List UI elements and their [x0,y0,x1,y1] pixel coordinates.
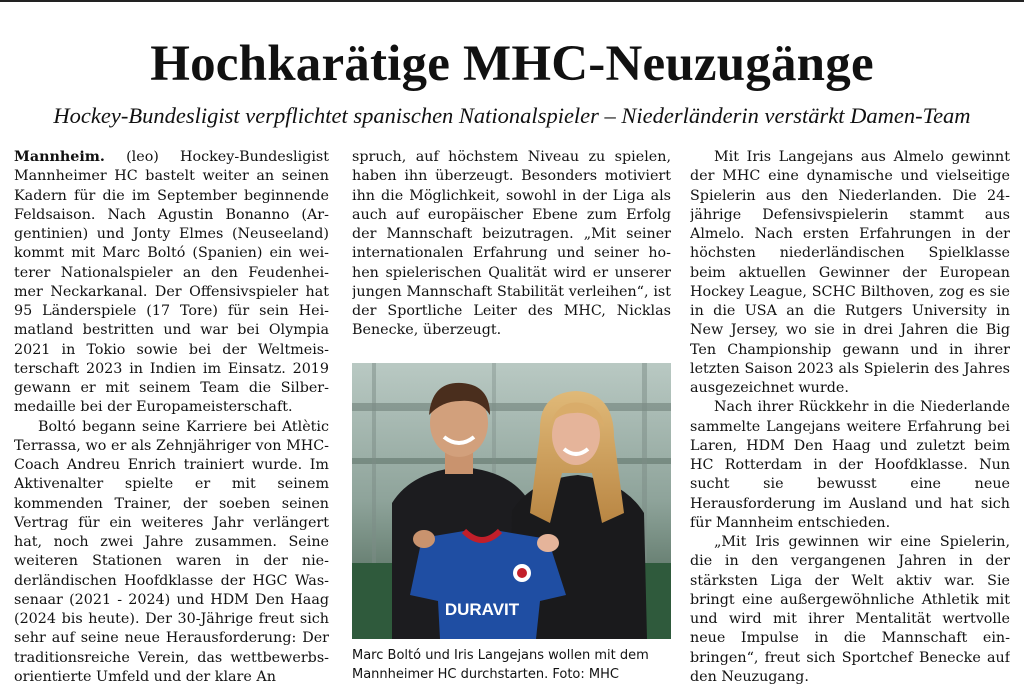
paragraph-1 [14,148,329,418]
photo-credit: Foto: MHC [552,667,619,682]
text-column-3 [690,148,1010,693]
paragraph-1-text: (leo) Hockey-Bundesligist Mannheimer HC bastelt weiter an seinen Kadern für die im September beginnende Feldsaison. Nach Agustin Bonanno (Argentinien) und Jonty Elmes (Neuseeland) kommt mit Marc Boltó (Spanien) ein weiterer Nationalspieler an den Feudenheimer Neckarkanal. Der Offensivspieler hat 95 Länderspiele (17 Tore) für sein Heimatland bestritten und war bei Olympia 2021 in Tokio sowie bei der Weltmeisterschaft 2023 in Indien im Einsatz. 2019 gewann er mit seinem Team die Silbermedaille bei der Europameisterschaft. [14,149,329,416]
jersey-sponsor-text: DURAVIT [444,600,520,619]
photo-caption [352,646,671,684]
text-column-2 [352,148,671,348]
paragraph-2: Boltó begann seine Karriere bei Atlètic Terrassa, wo er als Zehnjähriger von MHC-Coach Andreu Enrich trainiert wurde. Im Aktivenalter spielte er mit seinem kommenden Trainer, der soeben seinen Vertrag für ein weiteres Jahr verlängert hat, noch zwei Jahre zusammen. Seine weiteren Stationen waren in der niederländischen Hoofdklasse der HGC Wassenaar (2021 - 2024) und HDM Den Haag (2024 bis heute). Der 30-Jährige freut sich sehr auf seine neue Herausforderung: Der traditionsreiche Verein, das wettbewerbsorientierte Umfeld und der klare An [14,418,329,685]
top-rule [0,0,1024,2]
paragraph-6: „Mit Iris gewinnen wir eine Spielerin, die in den vergangenen Jahren in der stärksten Liga der Welt aktiv war. Sie bringt eine außergewöhnliche Athletik mit und wird mit ihrer Mentalität wertvolle neue Impulse in die Mannschaft einbringen“, freut sich Sportchef Benecke auf den Neuzugang. [690,534,1010,685]
article-subheadline: Hockey-Bundesligist verpflichtet spanischen Nationalspieler – Niederländerin verstärkt Damen-Team [53,103,971,128]
caption-text: Marc Boltó und Iris Langejans wollen mit dem Mannheimer HC durchstarten. [352,648,649,682]
article-photo [352,363,671,639]
article-headline: Hochkarätige MHC-Neuzugänge [150,36,874,92]
dateline: Mannheim. [14,149,105,165]
paragraph-5: Nach ihrer Rückkehr in die Niederlande sammelte Langejans weitere Erfahrung bei Laren, HDM Den Haag und zuletzt beim HC Rotterdam in der Hoofdklasse. Nun sucht sie bewusst eine neue Herausforderung im Ausland und hat sich für Mannheim entschieden. [690,399,1010,531]
paragraph-3: spruch, auf höchstem Niveau zu spielen, haben ihn überzeugt. Besonders motiviert ihn die Möglichkeit, sowohl in der Liga als auch auf europäischer Ebene zum Erfolg der Mannschaft beizutragen. „Mit seiner internationalen Erfahrung und seiner hohen spielerischen Qualität wird er unserer jungen Mannschaft Stabilität verleihen“, ist der Sportliche Leiter des MHC, Nicklas Benecke, überzeugt. [352,149,671,339]
text-column-1 [14,148,329,693]
paragraph-4: Mit Iris Langejans aus Almelo gewinnt der MHC eine dynamische und vielseitige Spielerin aus den Niederlanden. Die 24-jährige Defensivspielerin stammt aus Almelo. Nach ersten Erfahrungen in der höchsten niederländischen Spielklasse beim aktuellen Gewinner der European Hockey League, SCHC Bilthoven, zog es sie in die USA an die Rutgers University in New Jersey, wo sie in drei Jahren die Big Ten Championship gewann und in ihrer letzten Saison 2023 als Spielerin des Jahres ausgezeichnet wurde. [690,149,1010,396]
